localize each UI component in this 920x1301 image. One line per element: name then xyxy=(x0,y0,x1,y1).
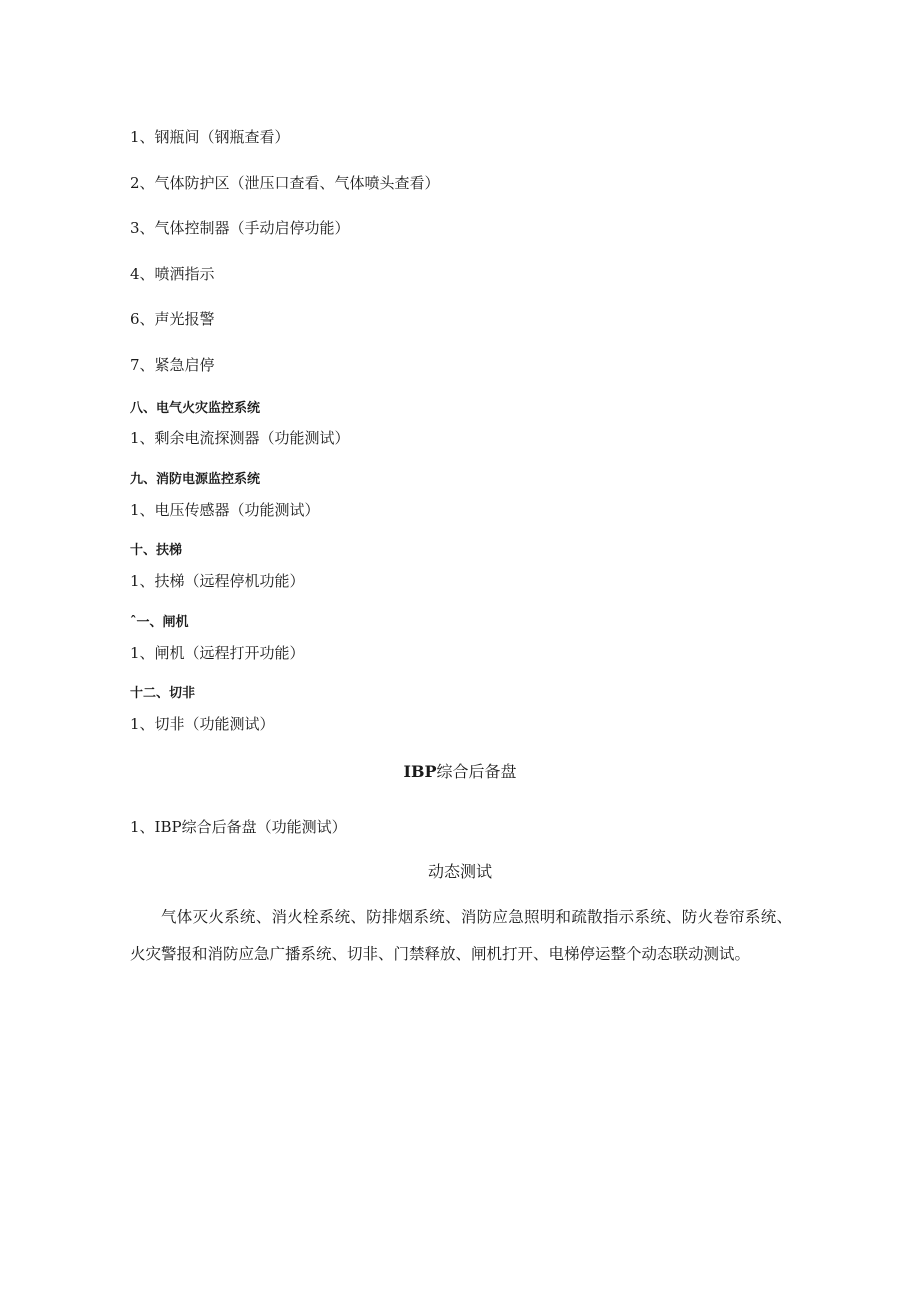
list-item: 1、切非（功能测试） xyxy=(130,715,275,733)
section-heading-electrical-fire: 八、电气火灾监控系统 xyxy=(130,401,261,416)
list-item: 1、IBP综合后备盘（功能测试） xyxy=(130,818,347,836)
ibp-title xyxy=(0,761,920,783)
ibp-title-rest: 综合后备盘 xyxy=(436,762,517,781)
list-item: 1、扶梯（远程停机功能） xyxy=(130,572,305,590)
section-heading-power-cut: 十二、切非 xyxy=(130,686,196,701)
section-heading-power-monitoring: 九、消防电源监控系统 xyxy=(130,472,261,487)
list-item: 4、喷洒指示 xyxy=(130,265,215,283)
list-item: 2、气体防护区（泄压口查看、气体喷头查看） xyxy=(130,174,440,192)
list-item: 6、声光报警 xyxy=(130,310,215,328)
list-item: 1、钢瓶间（钢瓶查看） xyxy=(130,128,290,146)
list-item: 1、电压传感器（功能测试） xyxy=(130,501,320,519)
dynamic-test-paragraph: 气体灭火系统、消火栓系统、防排烟系统、消防应急照明和疏散指示系统、防火卷帘系统、火灾警报和消防应急广播系统、切非、门禁释放、闸机打开、电梯停运整个动态联动测试。 xyxy=(130,908,792,963)
section-heading-gate: ˆ一、闸机 xyxy=(130,615,189,630)
dynamic-test-title: 动态测试 xyxy=(427,862,492,881)
ibp-title-bold: IBP xyxy=(403,762,437,781)
list-item: 3、气体控制器（手动启停功能） xyxy=(130,219,350,237)
list-item: 7、紧急启停 xyxy=(130,356,215,374)
section-heading-escalator: 十、扶梯 xyxy=(130,543,183,558)
list-item: 1、剩余电流探测器（功能测试） xyxy=(130,429,350,447)
list-item: 1、闸机（远程打开功能） xyxy=(130,644,305,662)
